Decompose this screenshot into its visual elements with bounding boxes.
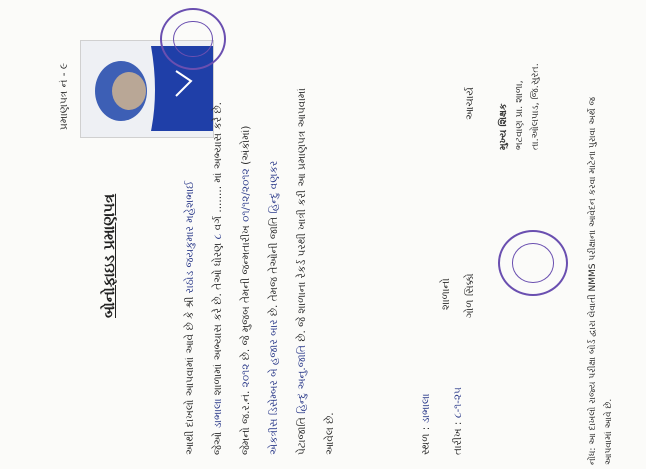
body-line-1 (184, 181, 197, 455)
line3-prefix: જેમનો જ.ર.નં. (240, 390, 252, 455)
date-value: ૮-૧-૨૫ (452, 387, 464, 419)
certificate-title: બોનોફાઇડ પ્રમાણપત્ર (100, 193, 118, 318)
line1-prefix: આથી દાખલો આપવામાં આવે છે કે શ્રી (184, 296, 196, 455)
body-line-5 (296, 88, 309, 455)
line4-suffix: છે. તેમજ તેઓની જાતિ (268, 216, 280, 317)
standard-value: ૮ (212, 233, 224, 240)
line3-suffix: (અંકોમાં) (240, 125, 252, 165)
note-line-2: આપવામાં આવે છે. (604, 398, 614, 465)
body-line-6: આવેલ છે. (324, 412, 336, 455)
category-value: અનુ.જાતિ (296, 344, 308, 390)
register-number: ૨૦૧૨ (240, 363, 252, 388)
place-label: સ્થળ : (420, 426, 432, 455)
body-line-3 (240, 126, 253, 455)
body-line-2 (212, 102, 225, 455)
line5-prefix: પેટાજાતિ (296, 417, 308, 455)
line2-suffix: વર્ગ ........ માં અભ્યાસ કરે છે. (212, 102, 224, 231)
subcaste-value: હિન્દુ (296, 392, 308, 414)
school-seal-sub: ગોળ સિક્કો (464, 273, 476, 318)
birth-date-digits: ૦૧/૧૨/૨૦૧૨ (240, 168, 252, 222)
student-name: રાઠોડ જયકુમાર મહેશભાઈ (184, 180, 196, 294)
body-line-4 (268, 161, 281, 455)
line5-suffix: છે. જે શાળાના રેકર્ડ પરથી ખાત્રી કરી આ પ્રમાણપત્ર આપવામાં (296, 88, 308, 342)
school-seal-label: શાળાનો (440, 278, 452, 310)
school-round-seal (498, 230, 568, 296)
date-label: તારીખ : (452, 421, 464, 455)
date-row (452, 387, 465, 455)
sign-line-2: ભટવાણ પ્રા. શાળા, (514, 80, 525, 150)
line3-mid: છે. જે મુજબ તેમની જન્મતારીખ (240, 225, 252, 361)
serial-number: પ્રમાણપત્ર નં - ૯ (58, 62, 70, 130)
sign-title: મુખ્ય શિક્ષક (498, 103, 509, 150)
place-value: ડાભાલા (420, 393, 432, 424)
note-line-1: નોંધ: આ દાખલો રાજ્ય પરીક્ષા બોર્ડ દ્વારા લેવાતી NMMS પરીક્ષાના આવેદન કરવા માટેના પુરાવા અર્થે જ (588, 97, 598, 465)
principal-label: આચાર્ય (464, 87, 476, 120)
line2-prefix: જેઓ (212, 431, 224, 455)
sign-line-3: તા.ઓલપાડ, જિ.સુરત. (530, 63, 541, 150)
school-name: ડાભાલા (212, 398, 224, 429)
caste-value: હિન્દુ વણકર (268, 160, 280, 214)
birth-date-words: એકત્રીસ ડિસેમ્બર બે હજાર બાર (268, 319, 280, 455)
round-seal-top (160, 8, 226, 70)
place-row (420, 394, 433, 456)
line2-mid: શાળામાં અભ્યાસ કરે છે. તેઓ ધોરણ (212, 242, 224, 396)
